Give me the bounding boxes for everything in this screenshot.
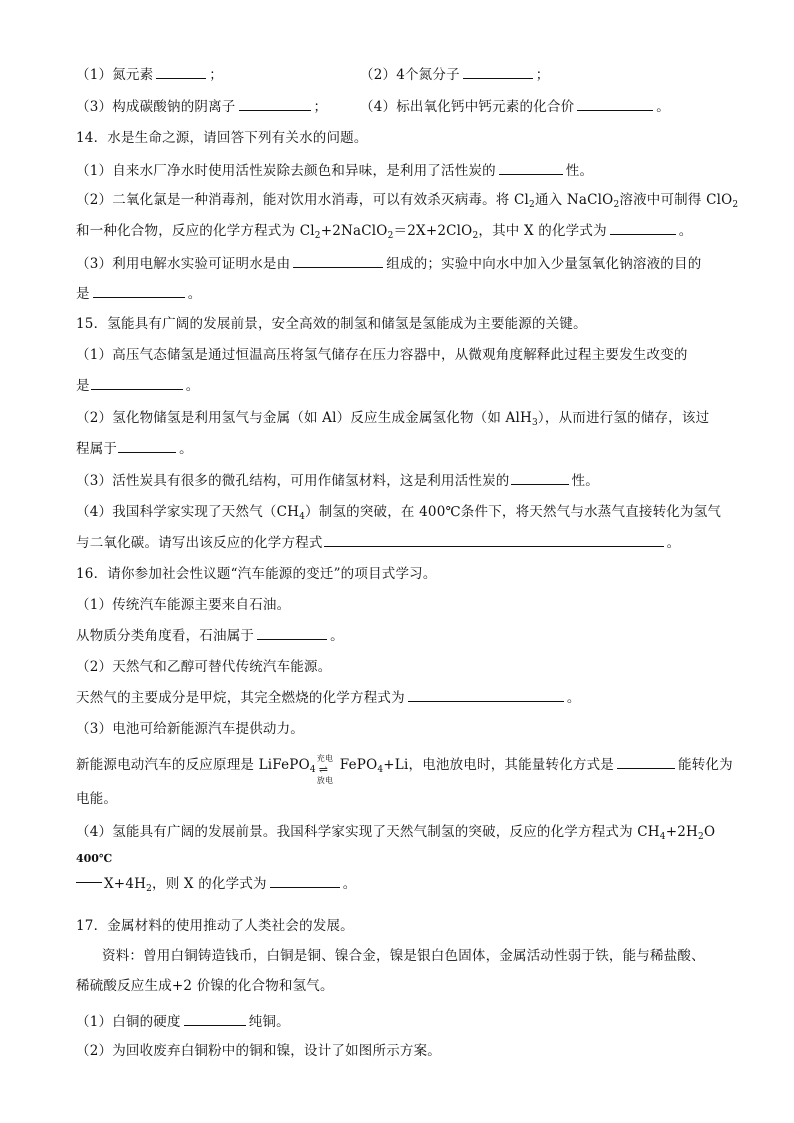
q14-part-2-line2: 和一种化合物，反应的化学方程式为 $Cl_2+2NaClO_2=2X+2ClO_2$，其中 X 的化学式为 。 — [76, 220, 692, 241]
q13-item-1: （1）氮元素 ； — [76, 64, 223, 85]
q17-part-1: （1）白铜的硬度 纯铜。 — [76, 1011, 290, 1032]
q16-part-3-end: 电能。 — [76, 791, 118, 807]
answer-blank[interactable] — [617, 754, 675, 769]
reaction-arrow-line — [76, 882, 102, 883]
answer-blank[interactable] — [257, 625, 327, 640]
answer-blank[interactable] — [156, 64, 206, 79]
q14-part-1: （1）自来水厂净水时使用活性炭除去颜色和异味，是利用了活性炭的 性。 — [76, 160, 593, 181]
answer-blank[interactable] — [408, 687, 564, 702]
q16-part-1: （1）传统汽车能源主要来自石油。 — [76, 597, 291, 613]
answer-blank[interactable] — [91, 375, 183, 390]
q17-title: 17．金属材料的使用推动了人类社会的发展。 — [76, 918, 354, 934]
answer-blank[interactable] — [324, 532, 664, 547]
reversible-reaction-arrow: 充电 ⇌ 放电 — [316, 753, 334, 785]
q15-part-3: （3）活性炭具有很多的微孔结构，可用作储氢材料，这是利用活性炭的 性。 — [76, 470, 599, 491]
answer-blank[interactable] — [270, 873, 340, 888]
q17-part-2: （2）为回收废弃白铜粉中的铜和镍，设计了如图所示方案。 — [76, 1043, 441, 1059]
q15-part-4-line2: 与二氧化碳。请写出该反应的化学方程式 。 — [76, 532, 680, 553]
q14-title: 14．水是生命之源，请回答下列有关水的问题。 — [76, 130, 368, 146]
answer-blank[interactable] — [239, 96, 311, 111]
q16-title: 16．请你参加社会性议题“汽车能源的变迁”的项目式学习。 — [76, 566, 437, 582]
q13-item-3: （3）构成碳酸钠的阴离子 ； — [76, 96, 327, 117]
answer-blank[interactable] — [511, 470, 569, 485]
q16-part-3-question: 新能源电动汽车的反应原理是 LiFePO$_4$ 充电 ⇌ 放电 FePO$_4$+Li，电池放电时，其能量转化方式是 能转化为 — [76, 753, 733, 785]
q14-part-2-line1: （2）二氧化氯是一种消毒剂，能对饮用水消毒，可以有效杀灭病毒。将 $Cl_2$通入 NaClO$_2$溶液中可制得 ClO$_2$ — [76, 192, 739, 210]
q15-title: 15．氢能具有广阔的发展前景，安全高效的制氢和储氢是氢能成为主要能源的关键。 — [76, 316, 587, 332]
q16-part-4-line2: $X+4H_2$，则 X 的化学式为 。 — [104, 873, 356, 894]
q16-part-2: （2）天然气和乙醇可替代传统汽车能源。 — [76, 659, 332, 675]
answer-blank[interactable] — [184, 1011, 246, 1026]
q13-item-2: （2）4个氮分子 ； — [360, 64, 549, 85]
q16-part-3: （3）电池可给新能源汽车提供动力。 — [76, 721, 304, 737]
q17-info-line1: 资料：曾用白铜铸造钱币，白铜是铜、镍合金，镍是银白色固体，金属活动性弱于铁，能与稀盐酸、 — [102, 948, 705, 964]
answer-blank[interactable] — [463, 64, 533, 79]
answer-blank[interactable] — [610, 220, 676, 235]
q13-item-4: （4）标出氧化钙中钙元素的化合价 。 — [360, 96, 670, 117]
q14-part-3-line2: 是 。 — [76, 283, 201, 304]
q17-info-line2: 稀硫酸反应生成+2 价镍的化合物和氢气。 — [76, 978, 334, 994]
q15-part-1-line2: 是 。 — [76, 375, 199, 396]
q16-part-2-question: 天然气的主要成分是甲烷，其完全燃烧的化学方程式为 。 — [76, 687, 581, 708]
q15-part-2-line1: （2）氢化物储氢是利用氢气与金属（如 Al）反应生成金属氢化物（如 AlH$_3$），从而进行氢的储存，该过 — [76, 410, 710, 428]
answer-blank[interactable] — [93, 283, 185, 298]
answer-blank[interactable] — [118, 438, 176, 453]
q15-part-4-line1: （4）我国科学家实现了天然气$(CH_4)$制氢的突破，在 400℃条件下，将天然气与水蒸气直接转化为氢气 — [76, 504, 722, 522]
answer-blank[interactable] — [499, 160, 563, 175]
reaction-condition: 400℃ — [76, 852, 113, 865]
q16-part-1-question: 从物质分类角度看，石油属于 。 — [76, 625, 344, 646]
q15-part-1-line1: （1）高压气态储氢是通过恒温高压将氢气储存在压力容器中，从微观角度解释此过程主要发生改变的 — [76, 347, 688, 363]
answer-blank[interactable] — [293, 253, 383, 268]
answer-blank[interactable] — [577, 96, 653, 111]
q14-part-3-line1: （3）利用电解水实验可证明水是由 组成的；实验中向水中加入少量氢氧化钠溶液的目的 — [76, 253, 701, 274]
q15-part-2-line2: 程属于 。 — [76, 438, 193, 459]
q16-part-4-line1: （4）氢能具有广阔的发展前景。我国科学家实现了天然气制氢的突破，反应的化学方程式为 $CH_4+2H_2O$ — [76, 824, 716, 842]
